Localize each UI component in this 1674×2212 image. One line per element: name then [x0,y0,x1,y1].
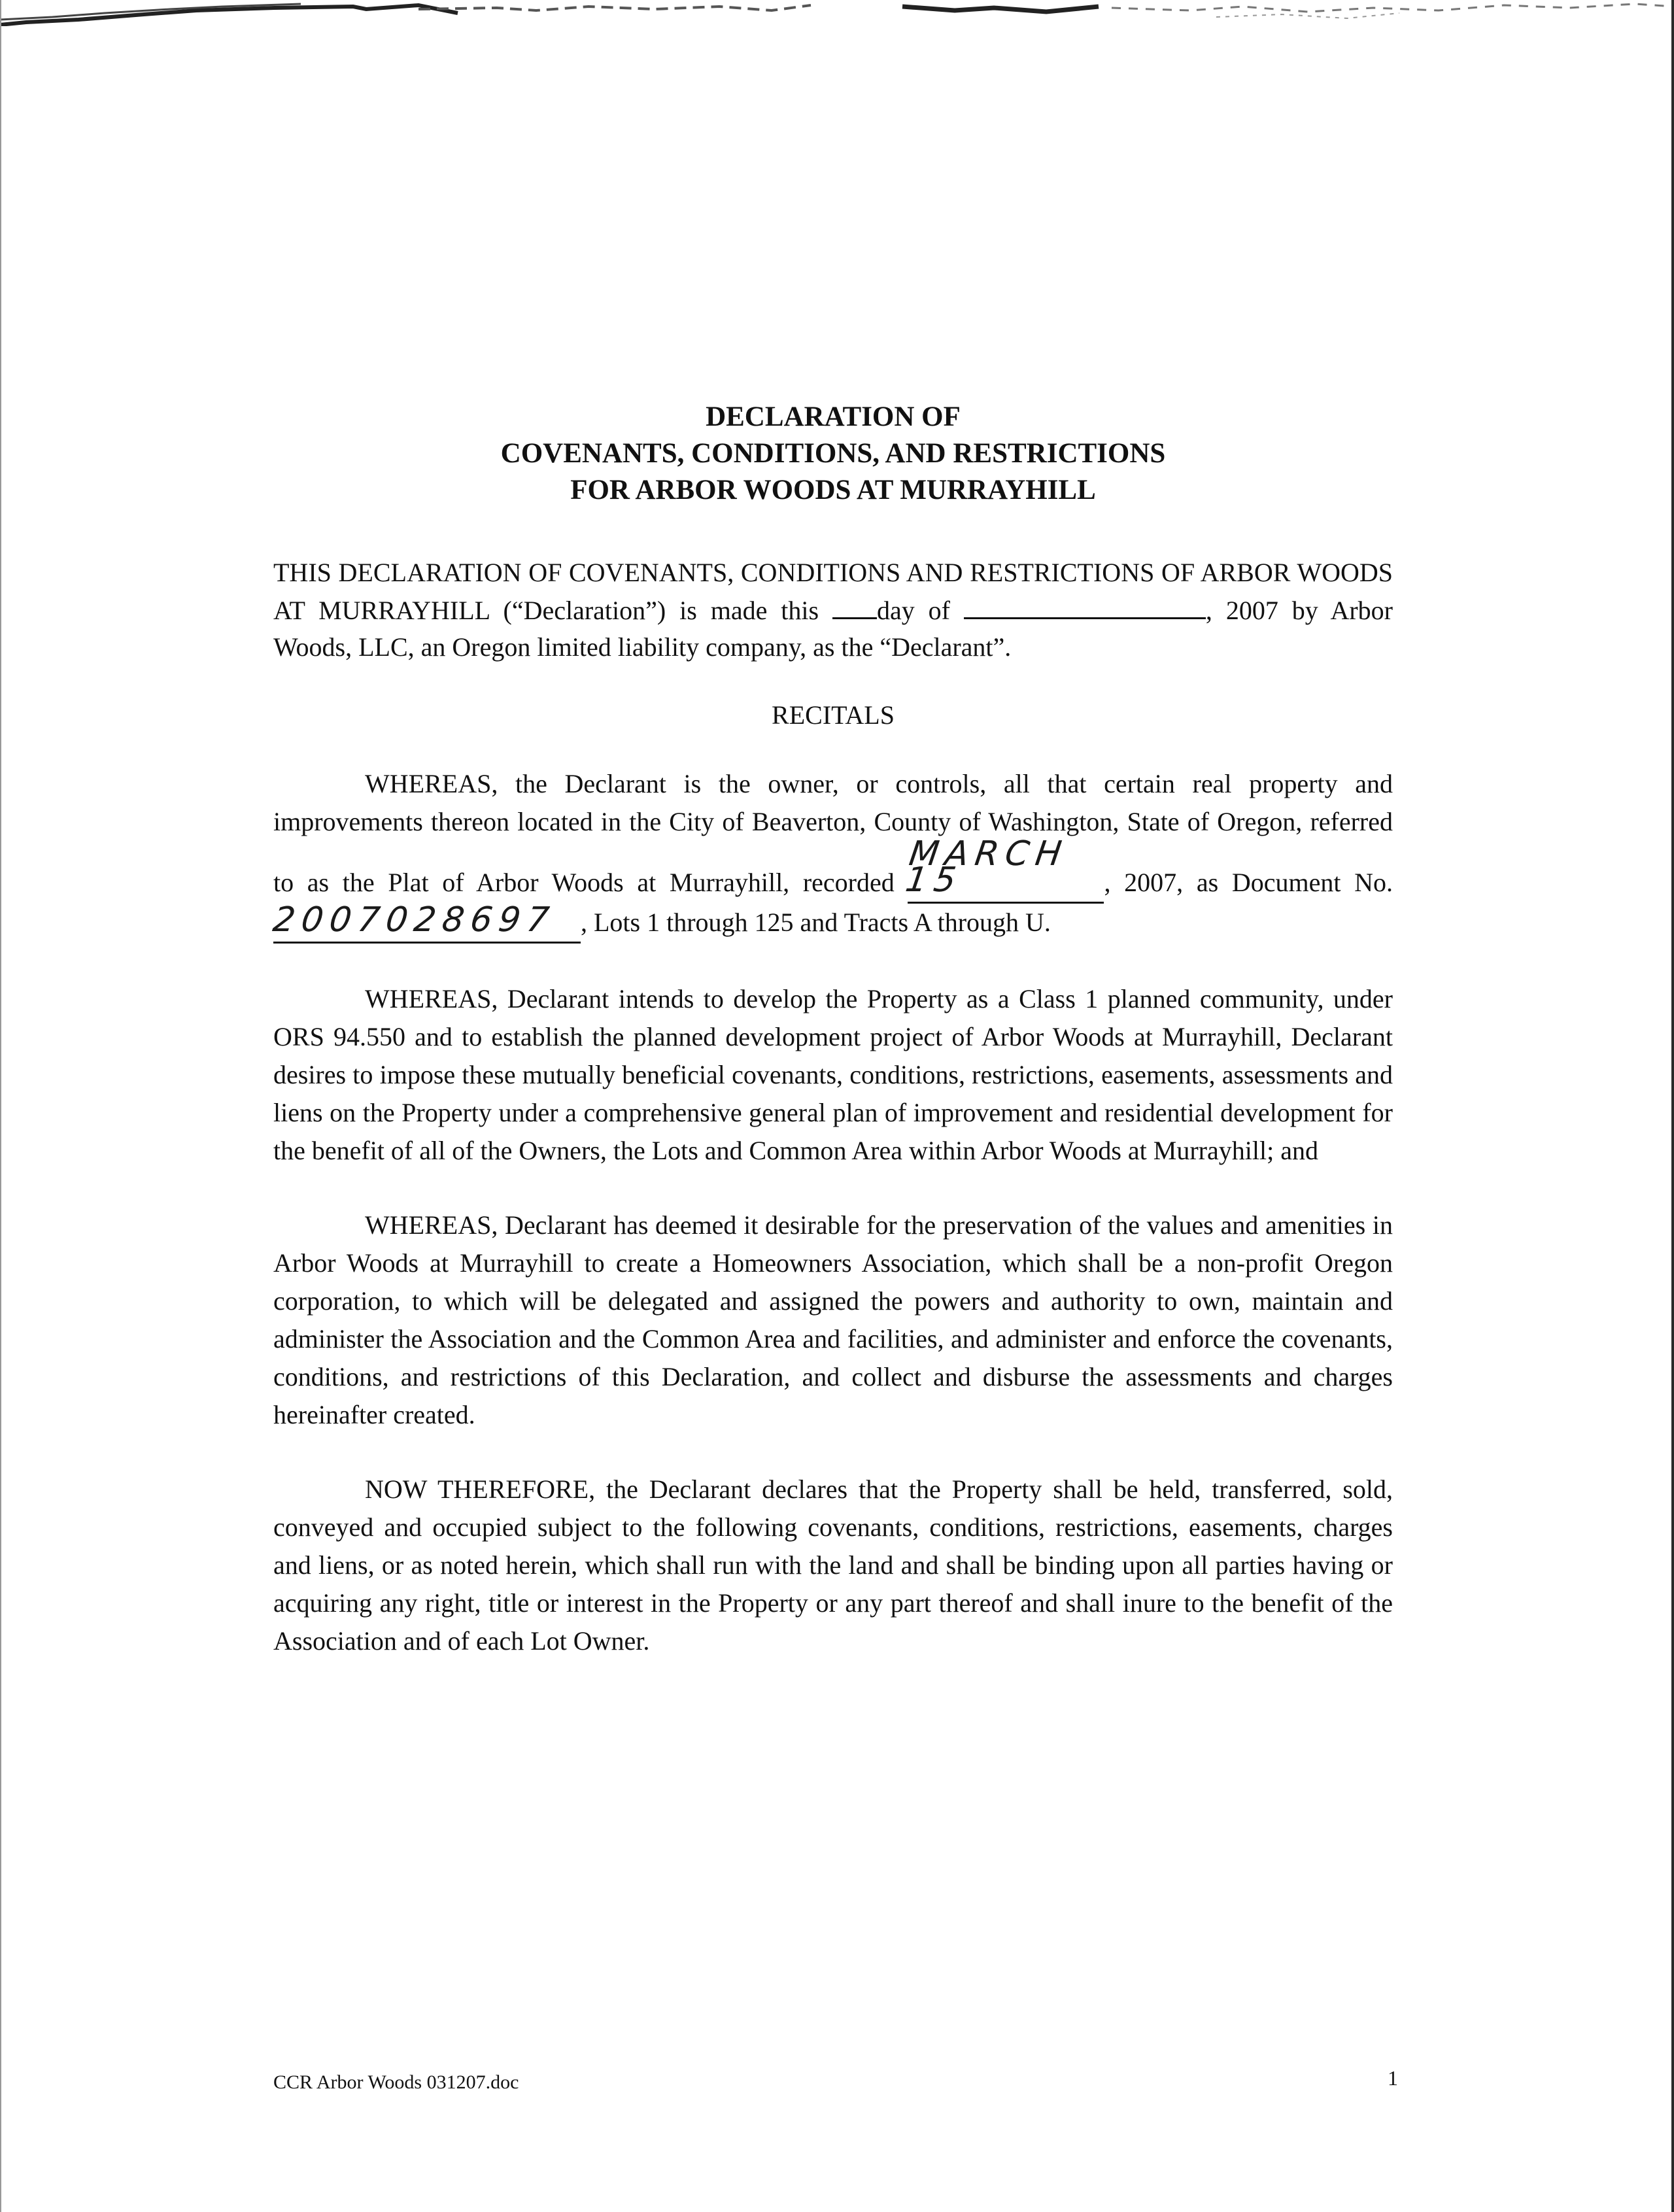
document-title [273,399,1393,509]
recital-1-text-2: , 2007, as Document No. [1104,868,1393,897]
handwritten-recorded-date: MARCH 15 [903,834,1071,900]
recital-2: WHEREAS, Declarant intends to develop the Property as a Class 1 planned community, under ORS 94.550 and to establish the planned development project of Arbor Woods at Murrayhill, Declarant desires to impose these mutually beneficial covenants, conditions, restrictions, easements, assessments and liens on the Property under a comprehensive general plan of improvement and residential development for the benefit of all of the Owners, the Lots and Common Area within Arbor Woods at Murrayhill; and [273,984,1393,1165]
document-number-field [270,900,581,944]
page-edge-left [0,0,1,2212]
handwritten-document-number: 2007028697 [270,900,558,940]
scan-noise-strip [0,0,1674,26]
recital-1 [270,765,1393,944]
month-blank [964,591,1206,619]
title-line-1: DECLARATION OF [706,401,961,432]
intro-text-3: , 2007 by Arbor Woods, LLC, an Oregon limited liability company, as the “Declarant”. [273,596,1393,662]
document-body [270,399,1393,1697]
recital-3: WHEREAS, Declarant has deemed it desirable for the preservation of the values and amenities in Arbor Woods at Murrayhill to create a Homeowners Association, which shall be a non-profit Oregon corporation, to which will be delegated and assigned the powers and authority to own, maintain and administer the Association and the Common Area and facilities, and administer and enforce the covenants, conditions, and restrictions of this Declaration, and collect and disburse the assessments and charges hereinafter created. [273,1210,1393,1429]
day-blank [832,591,877,619]
recital-1-text-3: , Lots 1 through 125 and Tracts A through U. [581,908,1051,937]
now-therefore-paragraph: NOW THEREFORE, the Declarant declares that the Property shall be held, transferred, sold, conveyed and occupied subject to the following covenants, conditions, restrictions, easements, charges and liens, or as noted herein, which shall run with the land and shall be binding upon all parties having or acquiring any right, title or interest in the Property or any part thereof and shall inure to the benefit of the Association and of each Lot Owner. [273,1474,1393,1656]
title-line-2: COVENANTS, CONDITIONS, AND RESTRICTIONS [500,438,1166,469]
intro-paragraph [273,554,1393,666]
intro-text-2: day of [877,596,964,625]
footer-page-number: 1 [1388,2066,1398,2090]
title-line-3: FOR ARBOR WOODS AT MURRAYHILL [570,475,1096,505]
page-edge-right [1671,0,1674,2212]
recitals-heading: RECITALS [772,700,895,730]
recital-1-text-1: WHEREAS, the Declarant is the owner, or controls, all that certain real property and improvements thereon located in the City of Beaverton, County of Washington, State of Oregon, referred to as the Plat of Arbor Woods at Murrayhill, recorded [273,769,1393,897]
intro-text-1: THIS DECLARATION OF COVENANTS, CONDITIONS AND RESTRICTIONS OF ARBOR WOODS AT MURRAYHILL (“Declaration”) is made this [273,558,1393,625]
recorded-date-field [903,834,1104,904]
footer-filename: CCR Arbor Woods 031207.doc [273,2071,519,2093]
